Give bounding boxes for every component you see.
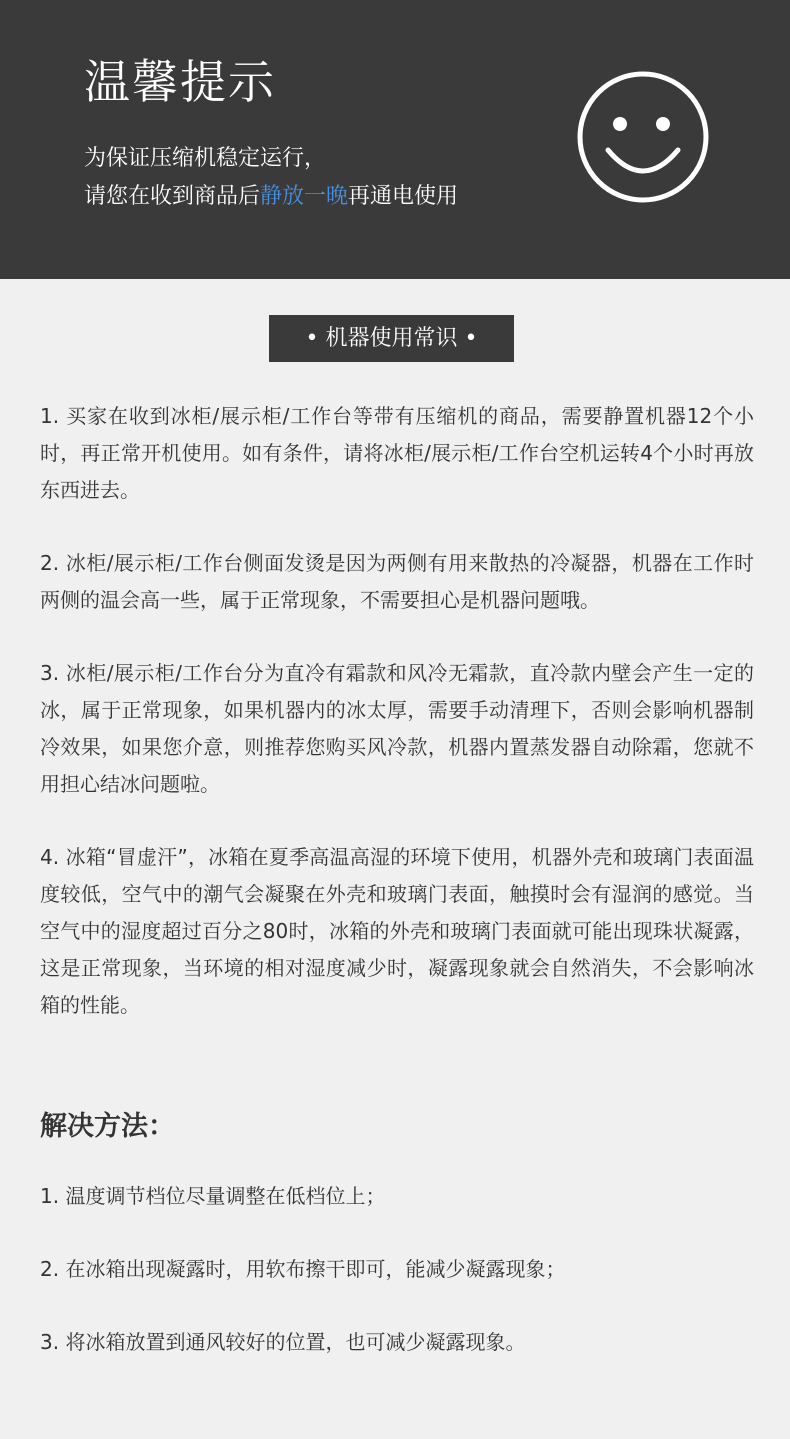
subtitle-highlight: 静放一晚 [260, 184, 349, 209]
tips-list [40, 398, 754, 1024]
smiley-face-icon [576, 70, 710, 204]
solution-item: 3. 将冰箱放置到通风较好的位置，也可减少凝露现象。 [40, 1330, 526, 1354]
solution-item: 1. 温度调节档位尽量调整在低档位上； [40, 1184, 386, 1208]
tip-paragraph: 4. 冰箱“冒虚汗”，冰箱在夏季高温高湿的环境下使用，机器外壳和玻璃门表面温度较低，空气中的潮气会凝聚在外壳和玻璃门表面，触摸时会有湿润的感觉。当空气中的湿度超过百分之80时，冰箱的外壳和玻璃门表面就可能出现珠状凝露，这是正常现象，当环境的相对湿度减少时，凝露现象就会自然消失，不会影响冰箱的性能。 [40, 845, 754, 1017]
solution-item: 2. 在冰箱出现凝露时，用软布擦干即可，能减少凝露现象； [40, 1257, 566, 1281]
tip-paragraph: 3. 冰柜/展示柜/工作台分为直冷有霜款和风冷无霜款，直冷款内壁会产生一定的冰，属于正常现象，如果机器内的冰太厚，需要手动清理下，否则会影响机器制冷效果，如果您介意，则推荐您购买风冷款，机器内置蒸发器自动除霜，您就不用担心结冰问题啦。 [40, 661, 754, 796]
subtitle-line-2-before: 请您在收到商品后 [84, 184, 261, 209]
header-banner [0, 0, 790, 279]
subtitle-line-2 [84, 178, 458, 216]
tip-paragraph: 2. 冰柜/展示柜/工作台侧面发烫是因为两侧有用来散热的冷凝器，机器在工作时两侧的温会高一些，属于正常现象，不需要担心是机器问题哦。 [40, 551, 754, 612]
solution-title: 解决方法： [40, 1111, 175, 1142]
subtitle-line-2-after: 再通电使用 [348, 184, 459, 209]
tip-paragraph: 1. 买家在收到冰柜/展示柜/工作台等带有压缩机的商品，需要静置机器12个小时，再正常开机使用。如有条件，请将冰柜/展示柜/工作台空机运转4个小时再放东西进去。 [40, 404, 754, 502]
header-subtitle [84, 140, 458, 216]
page-title: 温馨提示 [84, 55, 276, 109]
section-title: • 机器使用常识 • [269, 315, 514, 362]
subtitle-line-1: 为保证压缩机稳定运行， [84, 146, 327, 171]
